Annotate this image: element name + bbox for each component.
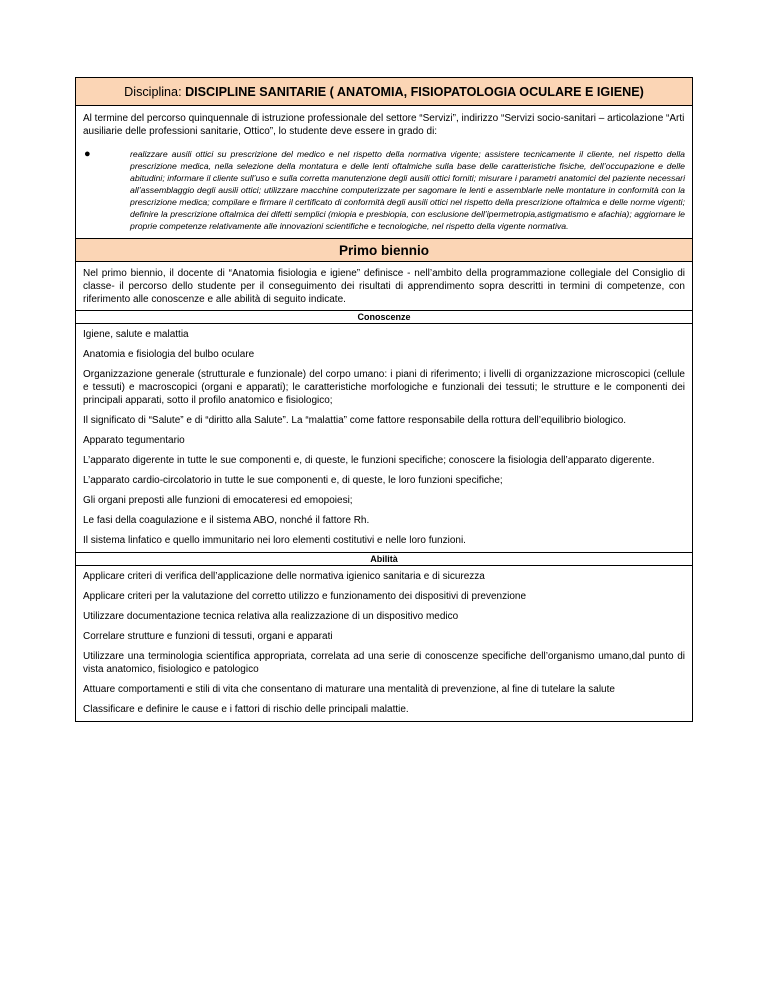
list-item: Applicare criteri per la valutazione del corretto utilizzo e funzionamento dei dispositivi di prevenzione (83, 591, 527, 602)
intro-text: Al termine del percorso quinquennale di istruzione professionale del settore “Servizi”, indirizzo “Servizi socio-sanitari – articolazione “Arti ausiliarie delle professioni sanitarie, Ottico”, lo studente deve essere in grado di: (83, 113, 685, 137)
list-item: Apparato tegumentario (83, 435, 185, 446)
list-item: L’apparato cardio-circolatorio in tutte le sue componenti e, di queste, le loro funzioni specifiche; (83, 475, 503, 486)
list-item: Gli organi preposti alle funzioni di emocateresi ed emopoiesi; (83, 495, 353, 506)
curriculum-table (75, 77, 693, 722)
abilita-list (76, 566, 692, 721)
conoscenze-list (76, 324, 692, 553)
list-item: Correlare strutture e funzioni di tessuti, organi e apparati (83, 631, 333, 642)
list-item: L’apparato digerente in tutte le sue componenti e, di queste, le funzioni specifiche; conoscere la fisiologia dell’apparato digerente. (83, 455, 655, 466)
list-item: Utilizzare una terminologia scientifica appropriata, correlata ad una serie di conoscenze specifiche dell’organismo umano,dal punto di vista anatomico, fisiologico e patologico (83, 651, 685, 675)
list-item: Il significato di “Salute” e di “diritto alla Salute”. La “malattia” come fattore responsabile della rottura dell’equilibrio biologico. (83, 415, 627, 426)
discipline-header (76, 78, 692, 106)
section-title-primo-biennio: Primo biennio (76, 239, 692, 262)
competence-bullet (83, 148, 685, 232)
discipline-title: DISCIPLINE SANITARIE ( ANATOMIA, FISIOPATOLOGIA OCULARE E IGIENE) (185, 85, 644, 99)
list-item: Utilizzare documentazione tecnica relativa alla realizzazione di un dispositivo medico (83, 611, 459, 622)
list-item: Igiene, salute e malattia (83, 329, 189, 340)
biennio-description: Nel primo biennio, il docente di “Anatomia fisiologia e igiene” definisce - nell’ambito della programmazione collegiale del Consiglio di classe- il percorso dello studente per il conseguimento dei risultati di apprendimento sopra descritti in termini di competenze, con riferimento alle conoscenze e alle abilità di seguito indicate. (76, 262, 692, 311)
competence-text: realizzare ausili ottici su prescrizione del medico e nel rispetto della normativa vigente; assistere tecnicamente il cliente, nel rispetto della prescrizione medica, nella selezione della montatura e delle lenti oftalmiche sulla base delle caratteristiche fisiche, dell’occupazione e delle abitudini; informare il cliente sull’uso e sulla corretta manutenzione degli ausili ottici forniti; misurare i parametri anatomici del paziente necessari all’assemblaggio degli ausili ottici; utilizzare macchine computerizzate per sagomare le lenti e assemblarle nelle montature in conformità con la prescrizione medica; compilare e firmare il certificato di conformità degli ausili ottici nel rispetto della prescrizione oftalmica e delle norme vigenti; definire la prescrizione oftalmica dei difetti semplici (miopia e presbiopia, con esclusione dell’ipermetropia,astigmatismo e afachia); aggiornare le proprie competenze relativamente alle innovazioni scientifiche e tecnologiche, nel rispetto della vigente normativa. (130, 149, 685, 231)
list-item: Attuare comportamenti e stili di vita che consentano di maturare una mentalità di prevenzione, al fine di tutelare la salute (83, 684, 615, 695)
list-item: Il sistema linfatico e quello immunitario nei loro elementi costitutivi e nelle loro funzioni. (83, 535, 466, 546)
list-item: Anatomia e fisiologia del bulbo oculare (83, 349, 255, 360)
bullet-icon: ● (84, 148, 91, 160)
abilita-heading: Abilità (76, 553, 692, 566)
list-item: Organizzazione generale (strutturale e funzionale) del corpo umano: i piani di riferimento; i livelli di organizzazione microscopici (cellule e tessuti) e macroscopici (organi e apparati); le caratteristiche morfologiche e funzionali dei tessuti; le strutture e le componenti dei principali apparati, sotto il profilo anatomico e fisiologico; (83, 369, 685, 406)
list-item: Applicare criteri di verifica dell’applicazione delle normativa igienico sanitaria e di sicurezza (83, 571, 485, 582)
discipline-prefix: Disciplina: (124, 85, 186, 99)
list-item: Le fasi della coagulazione e il sistema ABO, nonché il fattore Rh. (83, 515, 370, 526)
list-item: Classificare e definire le cause e i fattori di rischio delle principali malattie. (83, 704, 409, 715)
conoscenze-heading: Conoscenze (76, 311, 692, 324)
intro-section (76, 106, 692, 239)
